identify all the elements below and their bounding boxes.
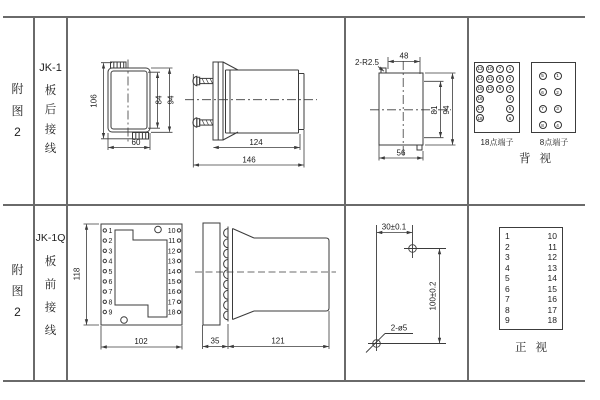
fig-char: 2 (14, 125, 21, 139)
svg-text:15: 15 (167, 279, 176, 286)
dim-label-100: 100±0.2 (428, 281, 438, 311)
jk1-side-view (185, 62, 317, 140)
wiring-char: 线 (44, 325, 57, 337)
terminal-circle: 8 (539, 121, 547, 129)
terminal-grid-8pt (532, 63, 575, 134)
terminal-circle: 2 (506, 75, 514, 83)
terminal-box-18pt-label: 18点端子 (480, 138, 514, 147)
mounting-stud (193, 118, 213, 128)
terminal-number: 11 (548, 241, 557, 252)
terminal-circle: 2 (554, 88, 562, 96)
terminal-box-8pt (531, 62, 576, 133)
terminal-circle: 13 (477, 66, 483, 72)
jk1-front-view (108, 60, 150, 143)
dim-label-60: 60 (131, 138, 141, 147)
front-view-right-column (548, 231, 557, 325)
dim-label-94b: 94 (442, 105, 451, 115)
terminal-circle: 4 (506, 95, 514, 103)
terminal-number: 3 (505, 252, 510, 262)
terminal-circle: 14 (477, 76, 483, 82)
terminal-number: 14 (547, 273, 557, 283)
row2-model-label: JK-1Q (35, 232, 66, 244)
terminal-number: 10 (547, 231, 557, 241)
jk1-side-dimensions (193, 74, 304, 168)
svg-text:11: 11 (168, 238, 176, 246)
front-view-terminal-box (499, 227, 563, 330)
terminal-number: 9 (505, 315, 510, 325)
terminal-circle: 15 (477, 86, 483, 92)
terminal-circle: 16 (477, 96, 483, 102)
drilling-diagram (345, 200, 468, 382)
row1-wiring-label (34, 82, 67, 159)
svg-text:2: 2 (108, 238, 113, 246)
svg-text:13: 13 (167, 258, 176, 266)
dim-label-35: 35 (210, 336, 220, 346)
row1-figure-label (2, 79, 33, 144)
terminal-circle: 4 (554, 121, 562, 129)
terminal-circle: 5 (506, 105, 514, 113)
dim-label-81: 81 (430, 105, 439, 115)
wiring-char: 板 (44, 85, 57, 97)
left-terminal-points (103, 229, 106, 314)
wiring-char: 板 (44, 256, 57, 268)
svg-text:5: 5 (108, 268, 113, 276)
terminal-circle: 1 (506, 65, 514, 73)
dim-label-radius: 2-R2.5 (354, 58, 380, 67)
terminal-circle: 17 (477, 106, 483, 111)
dim-label-94: 94 (166, 95, 176, 105)
terminal-blank (486, 105, 494, 113)
terminal-blank (496, 105, 504, 113)
svg-text:4: 4 (108, 258, 113, 266)
terminal-number: 15 (547, 283, 557, 294)
terminal-circle: 6 (506, 114, 514, 122)
fig-char: 2 (14, 305, 21, 319)
terminal-blank (496, 95, 504, 103)
terminal-circle: 11 (487, 76, 493, 82)
terminal-screws (224, 229, 228, 320)
terminal-number: 17 (547, 304, 557, 315)
svg-text:14: 14 (167, 268, 176, 276)
terminal-grid-18pt (475, 63, 519, 123)
terminal-circle: 3 (506, 85, 514, 93)
wiring-char: 接 (44, 123, 57, 136)
right-terminal-points (177, 229, 180, 314)
dim-label-102: 102 (134, 337, 148, 346)
row1-model-label: JK-1 (39, 62, 62, 74)
jk1q-side-view (195, 223, 336, 325)
svg-text:18: 18 (167, 309, 176, 317)
fig-char: 图 (11, 103, 24, 118)
terminal-number: 7 (505, 294, 510, 304)
dim-label-48: 48 (399, 51, 409, 61)
row2-figure-label (2, 260, 33, 323)
dim-label-106: 106 (89, 94, 99, 108)
mounting-stud (193, 76, 213, 86)
wiring-char: 线 (44, 142, 57, 155)
terminal-number: 16 (547, 294, 557, 304)
left-terminal-numbers (109, 228, 113, 317)
fig-char: 附 (11, 82, 24, 96)
terminal-circle: 12 (487, 86, 493, 92)
row2-wiring-label (34, 251, 67, 343)
dim-label-30: 30±0.1 (381, 222, 407, 232)
terminal-number: 6 (505, 283, 510, 294)
terminal-circle: 7 (539, 105, 547, 113)
svg-text:3: 3 (108, 248, 113, 256)
terminal-box-18pt (474, 62, 520, 133)
dim-label-holes: 2-ø5 (390, 323, 408, 333)
terminal-number: 8 (505, 304, 510, 315)
fig-char: 图 (11, 284, 24, 298)
svg-text:8: 8 (108, 299, 113, 307)
terminal-number: 4 (505, 262, 510, 273)
terminal-number: 13 (547, 262, 557, 273)
terminal-number: 18 (547, 315, 557, 325)
svg-text:16: 16 (167, 289, 176, 297)
svg-text:10: 10 (167, 228, 176, 235)
svg-text:1: 1 (108, 228, 113, 235)
jk1-case-drawing (68, 17, 345, 204)
wiring-char: 后 (44, 104, 57, 117)
svg-text:17: 17 (167, 299, 176, 307)
terminal-blank (496, 114, 504, 122)
svg-text:9: 9 (108, 309, 113, 317)
terminal-circle: 1 (554, 72, 562, 80)
dim-label-118: 118 (72, 267, 82, 281)
mounting-hole (121, 317, 128, 324)
panel-cutout-drawing (345, 17, 468, 204)
terminal-circle: 18 (477, 115, 483, 121)
terminal-number: 12 (547, 252, 557, 262)
terminal-number: 5 (505, 273, 510, 283)
terminal-number: 1 (505, 231, 510, 241)
terminal-circle: 10 (487, 66, 493, 72)
terminal-blank (486, 95, 494, 103)
terminal-box-8pt-label: 8点端子 (539, 138, 569, 147)
svg-text:7: 7 (108, 289, 113, 297)
terminal-circle: 7 (496, 65, 504, 73)
jk1q-side-dimensions (203, 311, 330, 349)
terminal-number: 2 (505, 241, 510, 252)
wiring-char: 前 (44, 279, 57, 291)
jk1-front-dimensions (101, 63, 173, 150)
dim-label-124: 124 (249, 138, 263, 147)
terminal-circle: 6 (539, 88, 547, 96)
dim-label-146: 146 (242, 155, 256, 165)
right-terminal-numbers (168, 228, 176, 317)
svg-text:6: 6 (108, 279, 113, 286)
mounting-hole (155, 226, 162, 233)
svg-text:12: 12 (167, 248, 176, 256)
wiring-char: 接 (44, 302, 57, 314)
terminal-circle: 9 (496, 85, 504, 93)
dim-label-84: 84 (154, 95, 164, 105)
front-view-caption: 正视 (515, 342, 556, 354)
terminal-blank (486, 114, 494, 122)
jk1q-panel-drawing (68, 200, 345, 382)
terminal-circle: 8 (496, 75, 504, 83)
dim-label-56: 56 (396, 148, 406, 158)
terminal-circle: 3 (554, 105, 562, 113)
front-view-left-column (505, 231, 510, 325)
fig-char: 附 (11, 263, 24, 277)
rear-view-caption: 背视 (519, 153, 560, 165)
dim-label-121: 121 (271, 336, 285, 346)
terminal-circle: 5 (539, 72, 547, 80)
